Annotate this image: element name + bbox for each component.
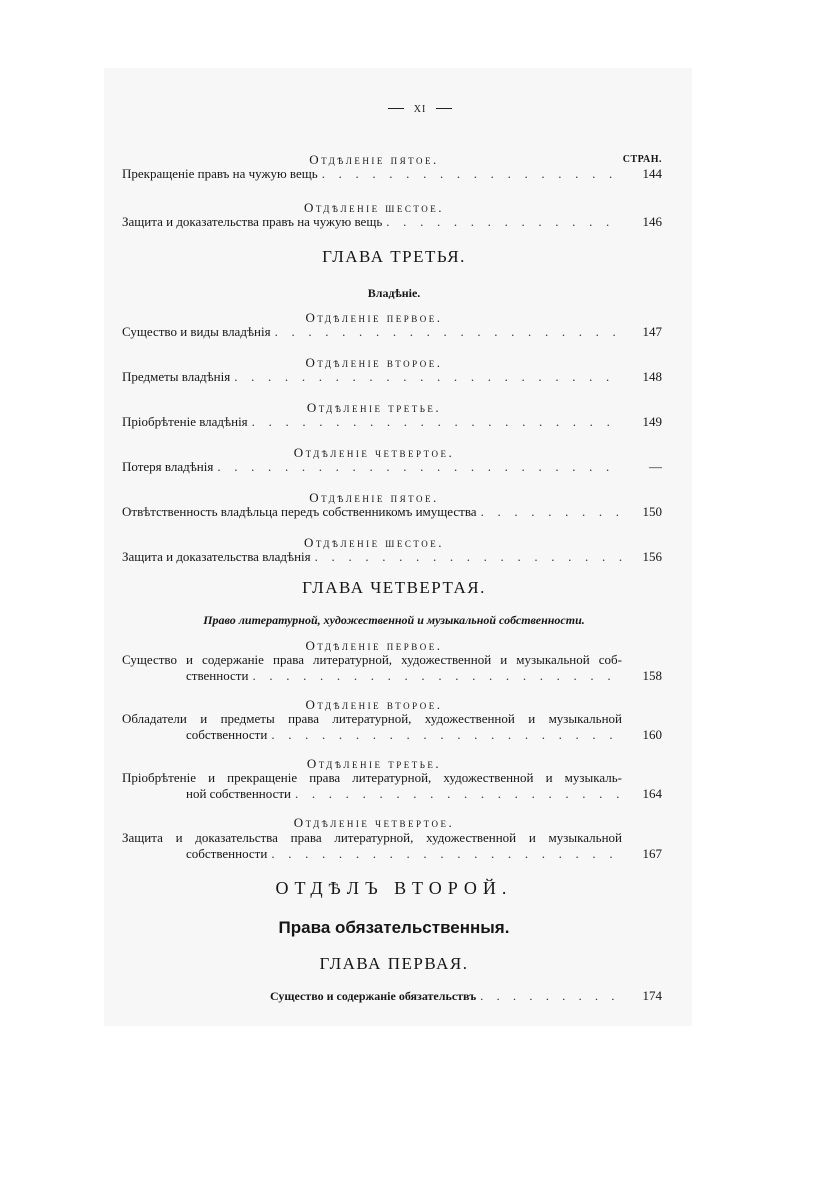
- entry-title: Предметы владѣнія: [122, 369, 231, 384]
- entry-title-line2: собственности: [186, 846, 268, 861]
- leader-dots: [217, 459, 622, 475]
- chapter-subtitle: Право литературной, художественной и музыкальной собственности.: [203, 613, 585, 627]
- entry-page: 158: [642, 668, 662, 683]
- section-heading: Отдѣленіе шестое.: [303, 200, 445, 215]
- part-heading: ОТДѢЛЪ ВТОРОЙ.: [275, 878, 513, 898]
- leader-dots: [271, 727, 622, 743]
- entry-page: —: [649, 459, 662, 474]
- entry-page: 167: [642, 846, 662, 861]
- toc-entry: [122, 770, 662, 802]
- section-heading: Отдѣленіе пятое.: [309, 490, 439, 505]
- section-heading: Отдѣленіе третье.: [306, 756, 442, 771]
- toc-entry: [122, 652, 662, 684]
- toc-entry: [122, 414, 662, 430]
- section-heading: Отдѣленіе первое.: [305, 638, 443, 653]
- entry-title: Отвѣтственность владѣльца передъ собственникомъ имущества: [122, 504, 477, 519]
- leader-dots: [481, 504, 622, 520]
- toc-entry: [122, 369, 662, 385]
- folio-dash-left: [388, 108, 404, 109]
- leader-dots: [386, 214, 622, 230]
- chapter-heading: ГЛАВА ТРЕТЬЯ.: [322, 247, 466, 266]
- folio-dash-right: [436, 108, 452, 109]
- entry-title: Потеря владѣнія: [122, 459, 214, 474]
- part-title: Права обязательственныя.: [278, 918, 510, 937]
- entry-title: Защита и доказательства правъ на чужую вещь: [122, 214, 383, 229]
- toc-entry: [122, 830, 662, 862]
- chapter-heading: ГЛАВА ЧЕТВЕРТАЯ.: [302, 578, 486, 597]
- entry-title-line1: Существо и содержаніе права литературной, художественной и музыкальной соб-: [122, 652, 622, 667]
- entry-page: 150: [642, 504, 662, 519]
- section-heading: Отдѣленіе четвертое.: [293, 445, 455, 460]
- entry-title: Существо и виды владѣнія: [122, 324, 271, 339]
- entry-title-line1: Пріобрѣтеніе и прекращеніе права литературной, художественной и музыкаль-: [122, 770, 622, 785]
- chapter-subtitle: Владѣніе.: [367, 286, 421, 300]
- entry-title-line2: ственности: [186, 668, 249, 683]
- leader-dots: [480, 989, 622, 1004]
- toc-entry: [270, 988, 662, 1004]
- entry-page: 174: [642, 988, 662, 1003]
- leader-dots: [315, 549, 622, 565]
- entry-page: 164: [642, 786, 662, 801]
- entry-title-line2: собственности: [186, 727, 268, 742]
- toc-entry: [122, 459, 662, 475]
- entry-title: Пріобрѣтеніе владѣнія: [122, 414, 248, 429]
- toc-entry: [122, 324, 662, 340]
- leader-dots: [252, 414, 622, 430]
- chapter-heading: ГЛАВА ПЕРВАЯ.: [319, 954, 469, 973]
- section-heading: Отдѣленіе пятое.: [309, 152, 439, 167]
- section-heading: Отдѣленіе первое.: [305, 310, 443, 325]
- leader-dots: [275, 324, 622, 340]
- entry-page: 156: [642, 549, 662, 564]
- entry-title: Прекращеніе правъ на чужую вещь: [122, 166, 318, 181]
- section-heading: Отдѣленіе второе.: [305, 697, 443, 712]
- section-heading: Отдѣленіе второе.: [305, 355, 443, 370]
- leader-dots: [252, 668, 622, 684]
- toc-entry: [122, 166, 662, 182]
- pages-column-heading: СТРАН.: [622, 154, 662, 165]
- section-heading: Отдѣленіе четвертое.: [293, 815, 455, 830]
- entry-title-line2: ной собственности: [186, 786, 291, 801]
- entry-page: 160: [642, 727, 662, 742]
- entry-page: 144: [642, 166, 662, 181]
- entry-title: Защита и доказательства владѣнія: [122, 549, 311, 564]
- toc-entry: [122, 504, 662, 520]
- folio-number: xi: [413, 101, 427, 116]
- entry-page: 147: [642, 324, 662, 339]
- entry-title-line1: Обладатели и предметы права литературной, художественной и музыкальной: [122, 711, 622, 726]
- entry-title: Существо и содержаніе обязательствъ: [270, 989, 477, 1003]
- page-folio: [0, 100, 840, 117]
- leader-dots: [322, 166, 622, 182]
- toc-entry: [122, 214, 662, 230]
- section-heading: Отдѣленіе третье.: [306, 400, 442, 415]
- toc-entry: [122, 711, 662, 743]
- leader-dots: [271, 846, 622, 862]
- entry-page: 148: [642, 369, 662, 384]
- leader-dots: [234, 369, 622, 385]
- entry-page: 146: [642, 214, 662, 229]
- section-heading: Отдѣленіе шестое.: [303, 535, 445, 550]
- leader-dots: [295, 786, 622, 802]
- entry-page: 149: [642, 414, 662, 429]
- entry-title-line1: Защита и доказательства права литературной, художественной и музыкальной: [122, 830, 622, 845]
- toc-entry: [122, 549, 662, 565]
